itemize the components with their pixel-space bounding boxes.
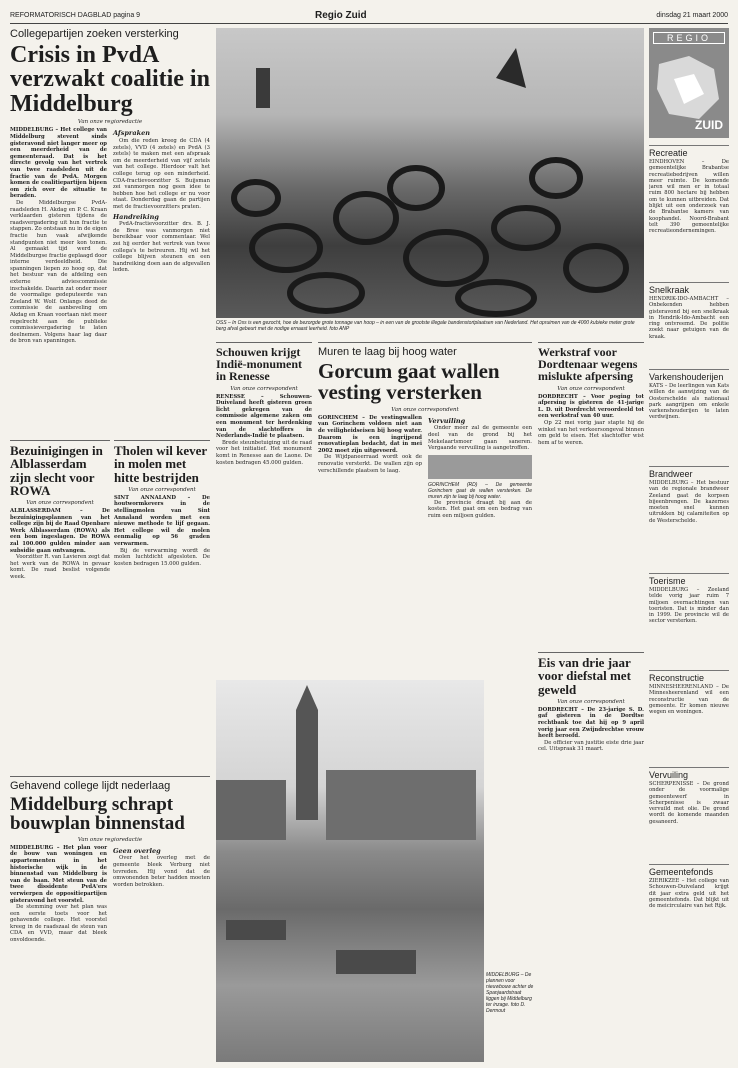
middelburg-kicker: Gehavend college lijdt nederlaag — [10, 780, 171, 792]
issue-date: dinsdag 21 maart 2000 — [656, 12, 728, 19]
brief-text: SCHERPENISSE – De grond onder de voormalige gemeentewerf in Scherpenisse is zwaar vervuild met olie. De grond wordt de komende maanden gesaneerd. — [649, 781, 729, 825]
gorcum-headline: Gorcum gaat wallen vesting versterken — [318, 359, 500, 405]
middelburg-body: De stemming over het plan was een eerste toets voor het gehavende college. Het voorstel kreeg in de raadszaal de steun van CDA en VVD, maar dat bleek onvoldoende. — [10, 904, 107, 944]
brief-text: MINNESHEERENLAND – De Minnesheerenland wil een reconstructie van de gemeente. Er komen nieuwe wegen en woningen. — [649, 684, 729, 716]
tire-dump-photo — [216, 28, 644, 318]
gorcum-photo-caption: GORINCHEM (RD) – De gemeente Gorinchem gaat de wallen versterken. De muren zijn te laag bij hoog water. — [428, 481, 532, 500]
middelburg-illustration — [216, 680, 484, 1062]
middelburg-article — [10, 776, 210, 1062]
middelburg-col-2 — [113, 845, 210, 944]
werkstraf-body-wrap — [538, 394, 644, 447]
brief-text: MIDDELBURG – Zeeland telde vorig jaar ruim 7 miljoen overnachtingen van toeristen. Dat is minder dan in 1999. De provincie wil de sector versterken. — [649, 587, 729, 625]
regio-sub: ZUID — [695, 118, 723, 132]
diefstal-article — [538, 652, 644, 1062]
brief-title: Varkenshouderijen — [649, 369, 729, 383]
middelburg-lead: MIDDELBURG – Het plan voor de bouw van woningen en appartementen in het historische wijk in de binnenstad van Middelburg is van de baan. Met steun van de twee dissidente PvdA'ers verwierpen de oppositiepartijen gisteravond het voorstel. — [10, 844, 107, 904]
middelburg-caption-wrap — [486, 972, 536, 1052]
werkstraf-byline: Van onze correspondent — [557, 385, 625, 392]
main-byline: Van onze regioredactie — [77, 119, 143, 126]
brief-title: Reconstructie — [649, 670, 729, 684]
main-body3: PvdA-fractievoorzitter drs. B. J. de Bree was vanmorgen niet bereikbaar voor commentaar. Wel zei hij eerder het vertrek van twee collega's te betreuren. Hij wil het college blijven steunen en een handreiking doen aan de afgevallen leden. — [113, 221, 210, 274]
brief-text: MIDDELBURG – Het bestuur van de regionale brandweer Zeeland gaat de korpsen bijeenbrengen. De kazernes moeten snel kunnen uitrukken bij calamiteiten op de Westerschelde. — [649, 480, 729, 524]
paper-name: REFORMATORISCH DAGBLAD pagina 9 — [10, 12, 141, 19]
werkstraf-body: Op 22 mei vorig jaar stapte hij de winkel van het verkeersongeval binnen om geld te eisen. Het slachtoffer wist hem af te weren. — [538, 420, 644, 446]
tholen-byline: Van onze correspondent — [128, 486, 196, 493]
main-col-1 — [10, 127, 107, 345]
brief-title: Vervuiling — [649, 767, 729, 781]
main-headline: Crisis in PvdA verzwakt coalitie in Middelburg — [10, 42, 210, 117]
sidebar-briefs — [649, 142, 729, 1062]
brief-text: HENDRIK-IDO-AMBACHT – Onbekenden hebben gisteravond bij een snelkraak in Hendrik-Ido-Ambacht een ring ontvreemd. De politie zoekt naar getuigen van de kraak. — [649, 296, 729, 340]
middelburg-photo-caption: MIDDELBURG – De plannen voor nieuwbouw achter de Spanjaardstraat liggen bij Middelburg ter inzage. — [486, 972, 534, 1008]
bezuinigingen-article — [10, 440, 110, 770]
section-title: Regio Zuid — [315, 10, 367, 21]
middelburg-body2: Over het overleg met de gemeente bleek Verburg niet tevreden. Hij vond dat de omwonenden beter hadden moeten worden betrokken. — [113, 855, 210, 888]
bezuinigingen-headline: Bezuinigingen in Alblasserdam zijn slecht voor ROWA — [10, 443, 103, 498]
tire-photo-credit: foto ANP — [329, 326, 350, 332]
diefstal-body: De officier van justitie eiste drie jaar cel. Uitspraak 31 maart. — [538, 739, 644, 753]
main-col-2 — [113, 127, 210, 345]
middelburg-byline: Van onze regioredactie — [77, 836, 143, 843]
schouwen-body: Brede steunbetuiging uit de raad voor het initiatief. Het monument komt in Renesse aan de Laone. De kosten bedragen 45.000 gulden. — [216, 439, 312, 466]
main-body: De Middelburgse PvdA-raadsleden H. Akdag en P. C. Kraan verklaarden gisteren tijdens de raadsvergadering uit hun fractie te stappen. Zo ontstaan nu in de eigen fractie hun vaak afwijkende standpunten niet meer kon tonen. Al gemaakt tijd werd de Middelburgse fractie geplaagd door interne verdeeldheid. Die spanningen liepen zo hoog op, dat het bestuur van de afdeling een externe adviescommissie inschakelde. Daarin zat onder meer de voormalige gedeputeerde van Zeeland W. Wolf. Onlangs deed de commissie de aanbeveling om Akdag en Kraan voortaan niet meer regelrecht aan de publieke commissievergadering te laten deelnemen. Volgens haar lag daar de bron van spanningen. — [10, 199, 107, 345]
gorcum-body: De Wijdpaneerraad wordt ook de renovatie versterkt. De wallen zijn op verschillende plaatsen te laag. — [318, 454, 422, 474]
tholen-body-wrap — [114, 495, 210, 568]
gorcum-article — [318, 342, 532, 672]
werkstraf-lead: DORDRECHT – Voor poging tot afpersing is gisteren de 41-jarige L. D. uit Dordrecht veroordeeld tot een werkstraf van 40 uur. — [538, 393, 644, 420]
main-kicker: Collegepartijen zoeken versterking — [10, 28, 179, 40]
tholen-body: Bij de verwarming wordt de molen luchtdicht afgesloten. De kosten bedragen 15.000 gulden. — [114, 547, 210, 567]
main-sub1: Afspraken — [113, 129, 150, 138]
gorcum-sub: Vervuiling — [428, 416, 466, 425]
werkstraf-article — [538, 342, 644, 642]
brief-text: EINDHOVEN – De gemeentelijke Brabantse recreatiebedrijven willen meer ruimte. De komende jaren wil men er in totaal ruim 800 hectare bij hebben om te kunnen uitbreiden. Dat blijkt uit een onderzoek van de Brabantse kamers van koophandel. Noord-Brabant telt 390 gemeentelijke recreatieondernemingen. — [649, 159, 729, 235]
gorcum-kicker: Muren te laag bij hoog water — [318, 346, 457, 358]
werkstraf-headline: Werkstraf voor Dordtenaar wegens mislukte afpersing — [538, 345, 638, 384]
regio-banner — [649, 28, 729, 138]
tholen-lead: SINT ANNALAND – De houtwormkevers in de stellingmolen van Sint Annaland worden met een nieuwe methode te lijf gegaan. Het college wil de molen eenmalig op 56 graden verwarmen. — [114, 494, 210, 547]
gorcum-body2: Onder meer zal de gemeente een deel van de grond bij het Mekelaartsmoer gaan saneren. Vergaande vervuiling is aangetroffen. — [428, 425, 532, 452]
middelburg-photo-credit: foto D. Dermout — [486, 1002, 526, 1014]
main-body2: Om die reden kreeg de CDA (4 zetels), VVD (4 zetels) en PvdA (3 zetels) te maken met een afspraak om de meerderheid van vijf zetels van het college. Hierdoor valt het college terug op een minderheid. CDA-fractievoorzitter S. Buijsman zei vanmorgen nog geen idee te hebben hoe het college er nu voor staat. Donderdag gaan de partijen met de fractievoorzitters praten. — [113, 138, 210, 210]
page-header — [10, 8, 728, 24]
schouwen-headline: Schouwen krijgt Indië-monument in Renesse — [216, 345, 303, 384]
bezuinigingen-body: Voorzitter R. van Lavieren zegt dat het werk van de ROWA in gevaar komt. De raad beslist volgende week. — [10, 554, 110, 580]
brief-title: Brandweer — [649, 466, 729, 480]
main-article — [10, 28, 210, 434]
tire-photo-caption-wrap — [216, 320, 644, 338]
middelburg-headline: Middelburg schrapt bouwplan binnenstad — [10, 794, 185, 835]
diefstal-lead: DORDRECHT – De 23-jarige S. D. gaf gisteren in de Dordtse rechtbank toe dat hij op 9 april vorig jaar een Zwijndrechtse vrouw heeft beroofd. — [538, 706, 644, 740]
middelburg-photo — [216, 680, 484, 1062]
gorcum-col-1 — [318, 415, 422, 520]
tholen-headline: Tholen wil kever in molen met hitte bestrijden — [114, 443, 207, 485]
tholen-article — [114, 440, 210, 770]
gorcum-body3: De provincie draagt bij aan de kosten. Het gaat om een bedrag van ruim een miljoen gulden. — [428, 499, 532, 519]
brief-title: Recreatie — [649, 145, 729, 159]
tire-photo-caption: OSS – In Oss is een gezocht, hoe de bezorgde grote tonnage van hoop – in een van de grootste illegale bandenstortplaatsen van Nederland. Het opruimen van de 4000 kubieke meter grote berg afval gebeurt met de nodige ernaast leerheid. — [216, 320, 635, 332]
brief-text: ZIERIKZEE – Het college van Schouwen-Duiveland krijgt dit jaar extra geld uit het gemeentefonds. Dat blijkt uit de meicirculaire van het Rijk. — [649, 878, 729, 910]
regio-label: REGIO — [653, 32, 725, 44]
schouwen-lead: RENESSE – Schouwen-Duiveland heeft gisteren groen licht gekregen van de commissie algemene zaken om een monument ter herdenking van de slachtoffers in Nederlands-Indië te plaatsen. — [216, 393, 312, 440]
schouwen-byline: Van onze correspondent — [230, 385, 298, 392]
middelburg-col-1 — [10, 845, 107, 944]
gorcum-lead: GORINCHEM – De vestingwallen van Gorinchem voldoen niet aan de veiligheidseisen bij hoog water. Daarom is een ingrijpend renovatieplan bedacht, dat in mei 2002 moet zijn uitgevoerd. — [318, 414, 422, 454]
middelburg-sub: Geen overleg — [113, 846, 161, 855]
brief-title: Toerisme — [649, 573, 729, 587]
schouwen-body-wrap — [216, 394, 312, 467]
diefstal-headline: Eis van drie jaar voor diefstal met geweld — [538, 655, 631, 697]
schouwen-article — [216, 342, 312, 672]
brief-title: Snelkraak — [649, 282, 729, 296]
main-lead: MIDDELBURG – Het college van Middelburg stevent sinds gisteravond niet langer meer op een meerderheid van de gemeenteraad. Dat is het directe gevolg van het vertrek van twee raadsleden uit de fractie van de PvdA. Morgen komen de coalitiepartijen bijeen om zich over de situatie te beraden. — [10, 127, 107, 200]
bezuinigingen-body-wrap — [10, 508, 110, 581]
bezuinigingen-byline: Van onze correspondent — [26, 500, 94, 506]
gorcum-col-2 — [428, 415, 532, 520]
gorcum-byline: Van onze correspondent — [391, 406, 459, 413]
brief-text: KATS – De leerlingen van Kats willen de aanwijzing van de Oosterschelde als nationaal park aangrijpen om enkele varkenshouderijen te laten verdwijnen. — [649, 383, 729, 421]
diefstal-byline: Van onze correspondent — [557, 698, 625, 705]
brief-title: Gemeentefonds — [649, 864, 729, 878]
gorcum-small-photo — [428, 455, 532, 479]
tire-dump-illustration — [216, 28, 644, 318]
bezuinigingen-lead: ALBLASSERDAM – De bezuinigingsplannen van het college zijn bij de Raad Openbare Werk Alblasserdam (ROWA) als een bom ingeslagen. De ROWA zal 100.000 gulden minder aan subsidie gaan ontvangen. — [10, 508, 110, 554]
main-sub2: Handreiking — [113, 212, 159, 221]
diefstal-body-wrap — [538, 707, 644, 753]
